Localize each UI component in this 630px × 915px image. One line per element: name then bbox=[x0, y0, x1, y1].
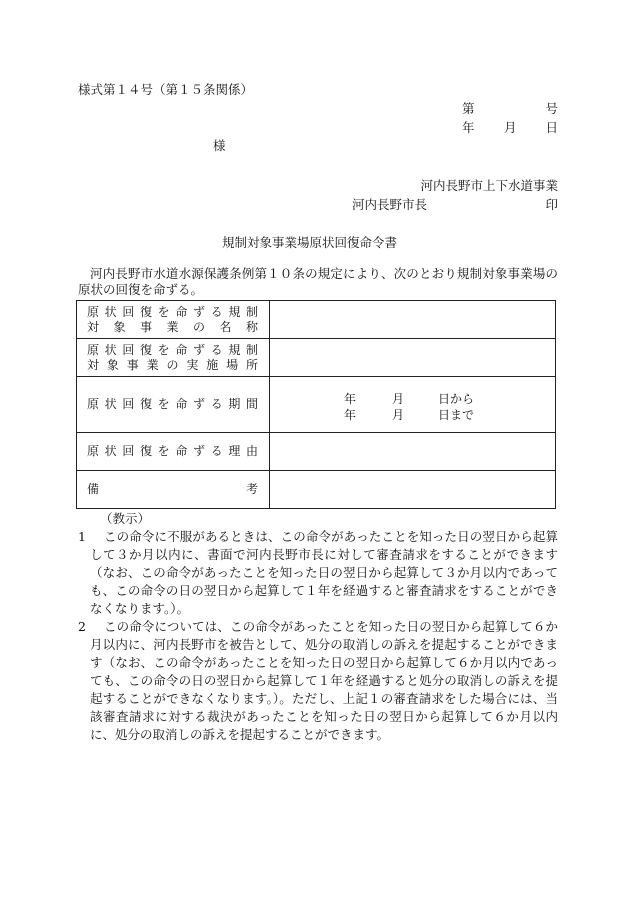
value-reason bbox=[270, 433, 556, 471]
value-facility-name bbox=[270, 301, 556, 339]
sender-name-line bbox=[352, 197, 558, 213]
period-block: 年 月 日から 年 月 日まで bbox=[344, 391, 475, 422]
notice-item bbox=[78, 618, 558, 744]
date-day: 日 bbox=[545, 120, 558, 135]
sender-name: 河内長野市長 bbox=[352, 197, 428, 212]
form-number: 様式第１４号（第１５条関係） bbox=[78, 82, 254, 97]
value-remarks bbox=[270, 471, 556, 509]
date-year: 年 bbox=[462, 120, 475, 135]
doc-number-prefix: 第 bbox=[462, 101, 475, 116]
label-period: 原状回復を命ずる期間 bbox=[77, 377, 270, 433]
label-reason: 原状回復を命ずる理由 bbox=[77, 433, 270, 471]
notice-item-text: この命令については、この命令があったことを知った日の翌日から起算して６か月以内に、河内長野市を被告として、処分の取消しの訴えを提起することができます（なお、この命令があったことを知った日の翌日から起算して６か月以内であっても、この命令の日の翌日から起算して１年を経過すると処分の取消しの訴えを提起することができなくなります。）。ただし、上記１の審査請求をした場合には、当該審査請求に対する裁決があったことを知った日の翌日から起算して６か月以内に、処分の取消しの訴えを提起することができます。 bbox=[90, 619, 558, 742]
doc-number-suffix: 号 bbox=[545, 101, 558, 116]
value-facility-location bbox=[270, 339, 556, 377]
notice-item bbox=[78, 528, 558, 618]
order-details-table bbox=[76, 300, 556, 509]
date-month: 月 bbox=[504, 120, 517, 135]
table-row-remarks bbox=[77, 471, 556, 509]
table-row-facility-name bbox=[77, 301, 556, 339]
table-row-facility-location bbox=[77, 339, 556, 377]
notice-heading: （教示） bbox=[100, 511, 151, 526]
document-number-line bbox=[462, 101, 558, 117]
document-title: 規制対象事業場原状回復命令書 bbox=[222, 235, 398, 250]
sender-organization: 河内長野市上下水道事業 bbox=[420, 178, 558, 193]
notice-item-text: この命令に不服があるときは、この命令があったことを知った日の翌日から起算して３か月以内に、書面で河内長野市長に対して審査請求をすることができます（なお、この命令があったことを知った日の翌日から起算して３か月以内であっても、この命令の日の翌日から起算して１年を経過すると審査請求をすることができなくなります。）。 bbox=[90, 529, 558, 616]
label-facility-name: 原状回復を命ずる規制 対象事業の名称 bbox=[77, 301, 270, 339]
date-line bbox=[462, 120, 558, 136]
label-facility-location: 原状回復を命ずる規制 対象事業の実施場所 bbox=[77, 339, 270, 377]
intro-paragraph: 河内長野市水道水源保護条例第１０条の規定により、次のとおり規制対象事業場の原状の回復を命ずる。 bbox=[78, 266, 558, 297]
label-remarks: 備考 bbox=[77, 471, 270, 509]
notice-item-number: 2 bbox=[78, 619, 86, 634]
table-row-reason bbox=[77, 433, 556, 471]
notice-item-number: 1 bbox=[78, 529, 86, 544]
table-row-period bbox=[77, 377, 556, 433]
seal-mark: 印 bbox=[545, 197, 558, 212]
value-period bbox=[270, 377, 556, 433]
addressee-suffix: 様 bbox=[213, 138, 226, 153]
